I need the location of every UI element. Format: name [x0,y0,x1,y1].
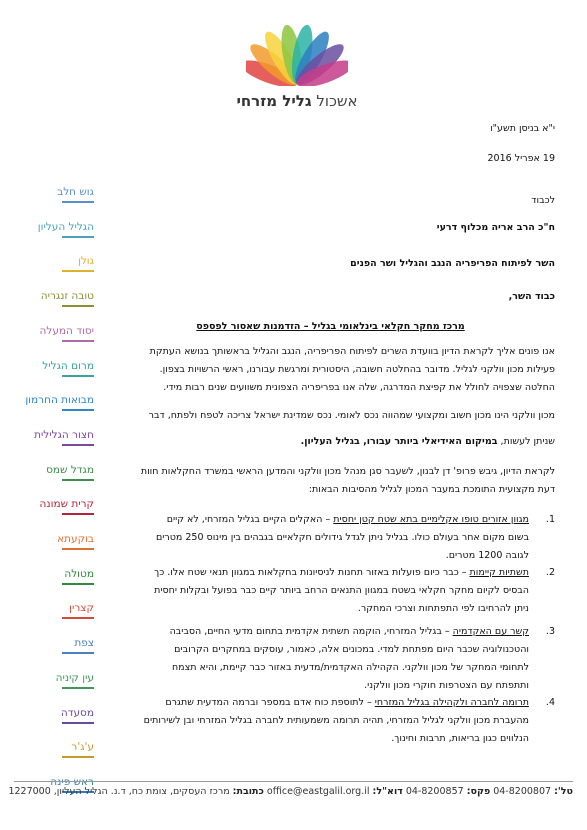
municipality-color-bar [62,270,94,272]
reason-line [106,601,529,619]
municipality-name: גולן [77,255,94,268]
municipality-color-bar [62,444,94,446]
reason-line [106,678,529,696]
para1-line: אנו פונים אליך לקראת הדיון בוועדת השרים לפיתוח הפריפריה, הנגב והגליל בראשותך בנושא העתקת [149,346,555,357]
municipality-name: מטולה [64,567,94,580]
reason-line [106,695,529,713]
sidebar-municipality [18,498,94,515]
municipality-color-bar [62,583,94,585]
reason-number: 1. [545,514,555,525]
reason-heading: קשר עם האקדמיה [452,626,529,637]
sidebar-municipality [18,325,94,342]
sidebar-municipality [18,741,94,758]
municipality-color-bar [62,513,94,515]
date-hebrew: י"א בניסן תשע"ו [490,123,555,134]
reason-line [106,642,529,660]
sidebar-municipality [18,533,94,550]
footer-address: מרכז העסקים, צומת כח, ד.נ. הגליל העליון, 1227000 [8,786,230,797]
footer-contact [8,786,573,797]
reason-number: 4. [545,697,555,708]
footer-fax: 04-8200857 [405,786,464,797]
para3-line: לקראת הדיון, גיבש פרופ' דן לבנון, לשעבר סגן מנהל מכון וולקני והמדען הראשי במשרד החקלאות חוות [140,466,555,477]
reason-text: הנלווים כגון בריאות, תרבות וחינוך. [391,733,529,744]
para2-emphasis: במיקום האידיאלי ביותר עבורו, בגליל העליון. [300,436,498,447]
sidebar-municipality [18,186,94,203]
municipality-color-bar [62,409,94,411]
reason-line [106,530,529,548]
reason-body [106,695,529,749]
para1-line: החלטה שצפויה לחולל את קפיצת המדרגה, שלה אנו בפריפריה הצפונית משוועים שנים רבות מידי. [163,382,555,393]
municipality-color-bar [62,340,94,342]
reason-text: והטכנולוגיה שכבר היום מפתחת למדי. במכונים אלה, כאמור, עוסקים במחקרים הקרובים [174,644,529,655]
reason-heading: מגוון אזורים טופו אקלימיים בתא שטח קטן יחסית [333,514,529,525]
reason-line [106,624,529,642]
sidebar-municipality [18,707,94,724]
salutation: כבוד השר, [508,291,555,302]
reason-line [106,548,529,566]
reason-text: לתחומי המחקר של מכון וולקני. הקהילה האקדמית/מדעית באזור כבר קיימת, והיא תצמח [171,662,529,673]
municipality-color-bar [62,479,94,481]
reason-line [106,583,529,601]
municipality-name: קרית שמונה [39,498,94,511]
footer-email-label: דוא"ל: [372,786,403,797]
municipality-name: עין קיניה [55,671,94,684]
reason-body [106,512,529,566]
logo [232,20,362,110]
municipality-color-bar [62,236,94,238]
reason-text: – כבר כיום פועלות באזור תחנות לניסיונות בחקלאות במגוון תנאי שטח אלו. כך [154,567,467,578]
sidebar-municipality [18,255,94,272]
para2-line: מכון וולקני הינו מכון חשוב ומקצועי שמהווה נכס לאומי. נכס שמדינת ישראל צריכה לטפח ולפתח, דבר [148,410,555,421]
sidebar-municipality [18,429,94,446]
reason-text: – לתוספת כוח אדם במספר וברמה המדעית שתגרם [165,697,372,708]
footer-address-label: כתובת: [232,786,264,797]
municipality-color-bar [62,652,94,654]
logo-text [232,92,362,110]
municipality-color-bar [62,617,94,619]
reason-number: 3. [545,626,555,637]
municipality-name: יסוד המעלה [39,324,94,337]
sidebar-municipality [18,394,94,411]
municipality-color-bar [62,687,94,689]
reason-number: 2. [545,567,555,578]
reason-text: ניתן להרחיבו לפי התפתחות וצרכי המחקר. [357,603,529,614]
municipality-name: ע'ג'ר [71,741,94,754]
municipality-color-bar [62,305,94,307]
footer-divider [14,781,573,782]
para2-line [106,434,555,450]
sidebar-municipality [18,360,94,377]
reason-text: מהעברת מכון וולקני לגליל המזרחי, תהיה תרומה משמעותית לחברה בגליל המזרחי ובן לשירותים [143,715,529,726]
logo-text-regular: אשכול [311,92,358,110]
sidebar-municipality [18,672,94,689]
municipality-name: מבואות החרמון [25,394,94,407]
municipality-name: מגדל שמס [46,463,94,476]
date-gregorian: 19 אפריל 2016 [487,153,555,164]
logo-fan-icon [246,20,348,86]
municipality-name: מסעדה [60,706,94,719]
reason-text: הבסיס לקיום מחקר חקלאי בשטח במגוון התנאים הרחב ביותר קיים כבר בפועל ובקלות יחסית [154,585,529,596]
reason-line [106,731,529,749]
footer-email-link[interactable]: office@eastgalil.org.il [266,786,370,797]
reason-text: – בגליל המזרחי, הוקמה תשתית אקדמית בתחום מדעי החיים, הסביבה [169,626,450,637]
to-label: לכבוד [531,195,555,206]
municipality-color-bar [62,548,94,550]
municipality-name: בוקעתא [57,533,94,545]
sidebar-municipality [18,568,94,585]
reason-text: לגובה 1200 מטרים. [445,550,529,561]
municipality-name: טובה זנגריה [40,290,94,303]
para2-text: שניתן לעשות, [497,436,555,447]
footer-tel: 04-8200807 [493,786,552,797]
municipality-name: מרום הגליל [42,359,94,372]
municipality-color-bar [62,201,94,203]
reason-text: ותתפתח עם הצטרפות חוקרי מכון וולקני. [364,680,529,691]
sidebar-municipality [18,464,94,481]
para1-line: פעילות מכון וולקני לגליל. מדובר בהחלטה חשובה, היסטורית ומרגשת עבורנו, ראשי הרשויות בצפון. [159,364,555,375]
para3-line: דעת מקצועית התומכת במעבר המכון לגליל מהסיבות הבאות: [308,484,555,495]
reason-text: – האקלים הקיים בגליל המזרחי, לא קיים [166,514,331,525]
subject-line: מרכז מחקר חקלאי בינלאומי בגליל – הזדמנות שאסור לפספס [196,321,465,332]
footer-tel-label: טל': [554,786,573,797]
recipient-name: ח"כ הרב אריה מכלוף דרעי [436,222,555,233]
municipality-name: גוש חלב [57,186,94,198]
reason-line [106,565,529,583]
reason-body [106,565,529,619]
reason-heading: תשתיות קיימות [469,567,529,578]
municipality-color-bar [62,756,94,758]
reason-line [106,660,529,678]
municipality-name: צפת [74,637,94,650]
municipality-name: קצרין [69,602,94,615]
municipality-color-bar [62,375,94,377]
sidebar-municipality [18,637,94,654]
footer-fax-label: פקס: [466,786,491,797]
municipality-name: חצור הגלילית [34,428,94,441]
sidebar-municipality [18,290,94,307]
reason-body [106,624,529,696]
reason-line [106,713,529,731]
reason-text: בשום מקום אחר בעולם כולו. בגליל ניתן לגדל גידולים חקלאיים בגבהים בין מינוס 250 מטרים [155,532,529,543]
reason-heading: תרומה לחברה ולקהילה בגליל המזרחי [374,697,529,708]
sidebar-municipality [18,602,94,619]
municipality-name: הגליל העליון [37,220,94,233]
reason-line [106,512,529,530]
municipality-color-bar [62,722,94,724]
sidebar-municipality [18,221,94,238]
recipient-title: השר לפיתוח הפריפריה הנגב והגליל ושר הפנים [350,258,555,269]
logo-text-bold: גליל מזרחי [236,92,312,110]
